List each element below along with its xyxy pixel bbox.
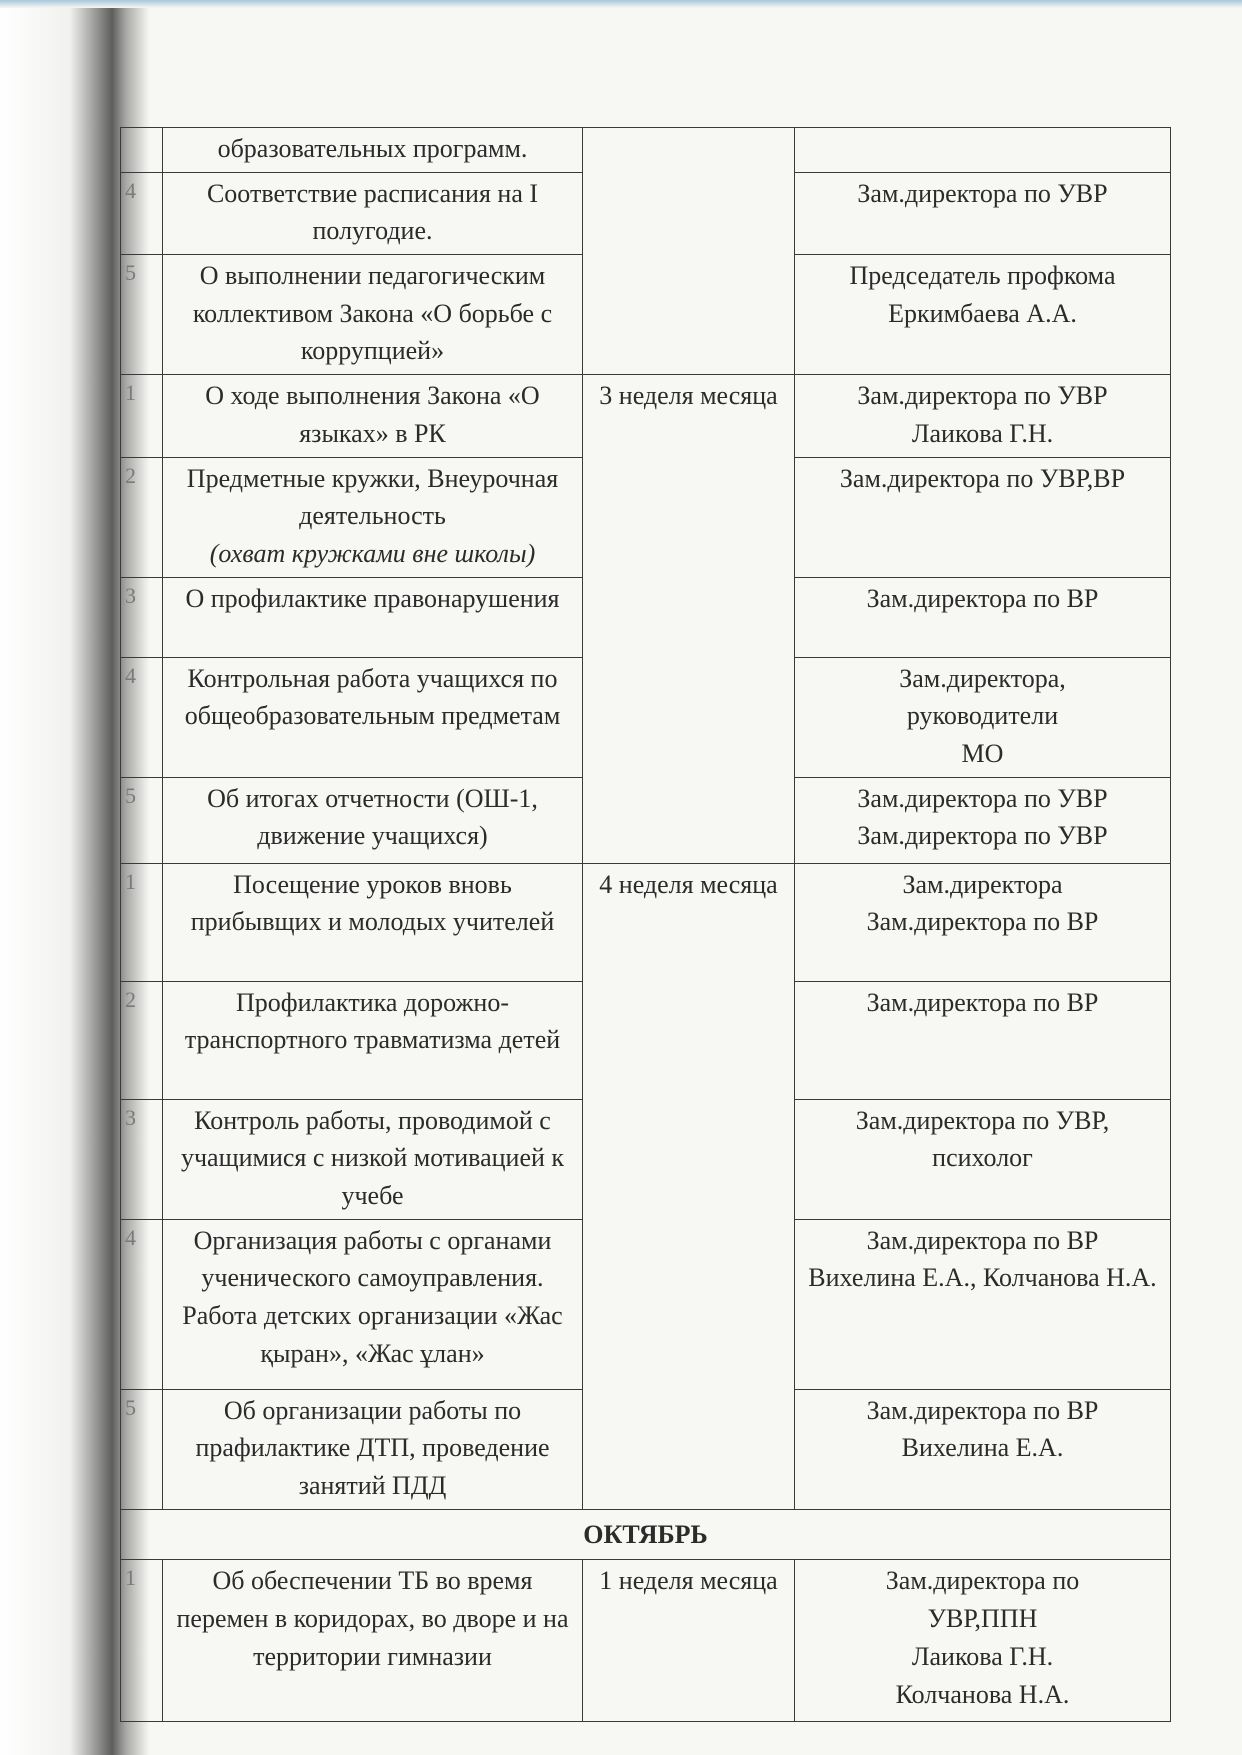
row-responsible: Зам.директора по УВР, психолог — [795, 1099, 1171, 1219]
row-number: 1 — [121, 1560, 163, 1722]
row-responsible: Зам.директора, руководители МО — [795, 657, 1171, 777]
row-topic: Контроль работы, проводимой с учащимися с низкой мотивацией к учебе — [163, 1099, 583, 1219]
row-responsible: Председатель профкома Еркимбаева А.А. — [795, 255, 1171, 375]
table-row — [121, 863, 1171, 981]
row-topic: Об итогах отчетности (ОШ-1, движение учащихся) — [163, 777, 583, 863]
row-responsible: Зам.директора по ВР — [795, 981, 1171, 1099]
timing-week3: 3 неделя месяца — [583, 375, 795, 864]
work-plan-table — [120, 127, 1171, 1722]
row-number: 2 — [121, 981, 163, 1099]
row-number: 3 — [121, 1099, 163, 1219]
row-topic: О профилактике правонарушения — [163, 577, 583, 657]
row-responsible: Зам.директора по ВР — [795, 577, 1171, 657]
row-topic: Контрольная работа учащихся по общеобразовательным предметам — [163, 657, 583, 777]
row-topic: Об организации работы по прафилактике ДТП, проведение занятий ПДД — [163, 1389, 583, 1509]
page-top-edge — [0, 0, 1242, 8]
row-responsible: Зам.директора по ВР Вихелина Е.А. — [795, 1389, 1171, 1509]
row-number: 2 — [121, 457, 163, 577]
row-responsible: Зам.директора по УВР Лаикова Г.Н. — [795, 375, 1171, 457]
row-number: 1 — [121, 375, 163, 457]
row-topic: Организация работы с органами ученического самоуправления. Работа детских организации «Жас қыран», «Жас ұлан» — [163, 1219, 583, 1389]
row-number: 4 — [121, 172, 163, 254]
row-responsible: Зам.директора по УВР,ВР — [795, 457, 1171, 577]
section-october: ОКТЯБРЬ — [121, 1509, 1171, 1560]
topic-note: (охват кружками вне школы) — [209, 538, 536, 568]
row-topic: образовательных программ. — [163, 128, 583, 173]
timing-week1: 1 неделя месяца — [583, 1560, 795, 1722]
row-responsible — [795, 128, 1171, 173]
table-row — [121, 128, 1171, 173]
row-topic: О выполнении педагогическим коллективом Закона «О борьбе с коррупцией» — [163, 255, 583, 375]
row-responsible: Зам.директора Зам.директора по ВР — [795, 863, 1171, 981]
row-number — [121, 128, 163, 173]
row-topic: Посещение уроков вновь прибывщих и молодых учителей — [163, 863, 583, 981]
row-topic: О ходе выполнения Закона «О языках» в РК — [163, 375, 583, 457]
row-topic: Профилактика дорожно-транспортного травматизма детей — [163, 981, 583, 1099]
table-row — [121, 375, 1171, 457]
row-number: 1 — [121, 863, 163, 981]
row-responsible: Зам.директора по УВР — [795, 172, 1171, 254]
table-row — [121, 1560, 1171, 1722]
timing-week4: 4 неделя месяца — [583, 863, 795, 1509]
row-responsible: Зам.директора по УВР Зам.директора по УВР — [795, 777, 1171, 863]
row-topic: Соответствие расписания на I полугодие. — [163, 172, 583, 254]
row-topic: Предметные кружки, Внеурочная деятельность (охват кружками вне школы) — [163, 457, 583, 577]
row-number: 5 — [121, 1389, 163, 1509]
row-responsible: Зам.директора по ВР Вихелина Е.А., Колчанова Н.А. — [795, 1219, 1171, 1389]
row-timing — [583, 128, 795, 375]
section-row — [121, 1509, 1171, 1560]
row-number: 4 — [121, 1219, 163, 1389]
row-number: 5 — [121, 255, 163, 375]
row-number: 4 — [121, 657, 163, 777]
row-number: 3 — [121, 577, 163, 657]
row-number: 5 — [121, 777, 163, 863]
row-topic: Об обеспечении ТБ во время перемен в коридорах, во дворе и на территории гимназии — [163, 1560, 583, 1722]
row-responsible: Зам.директора по УВР,ППН Лаикова Г.Н. Колчанова Н.А. — [795, 1560, 1171, 1722]
